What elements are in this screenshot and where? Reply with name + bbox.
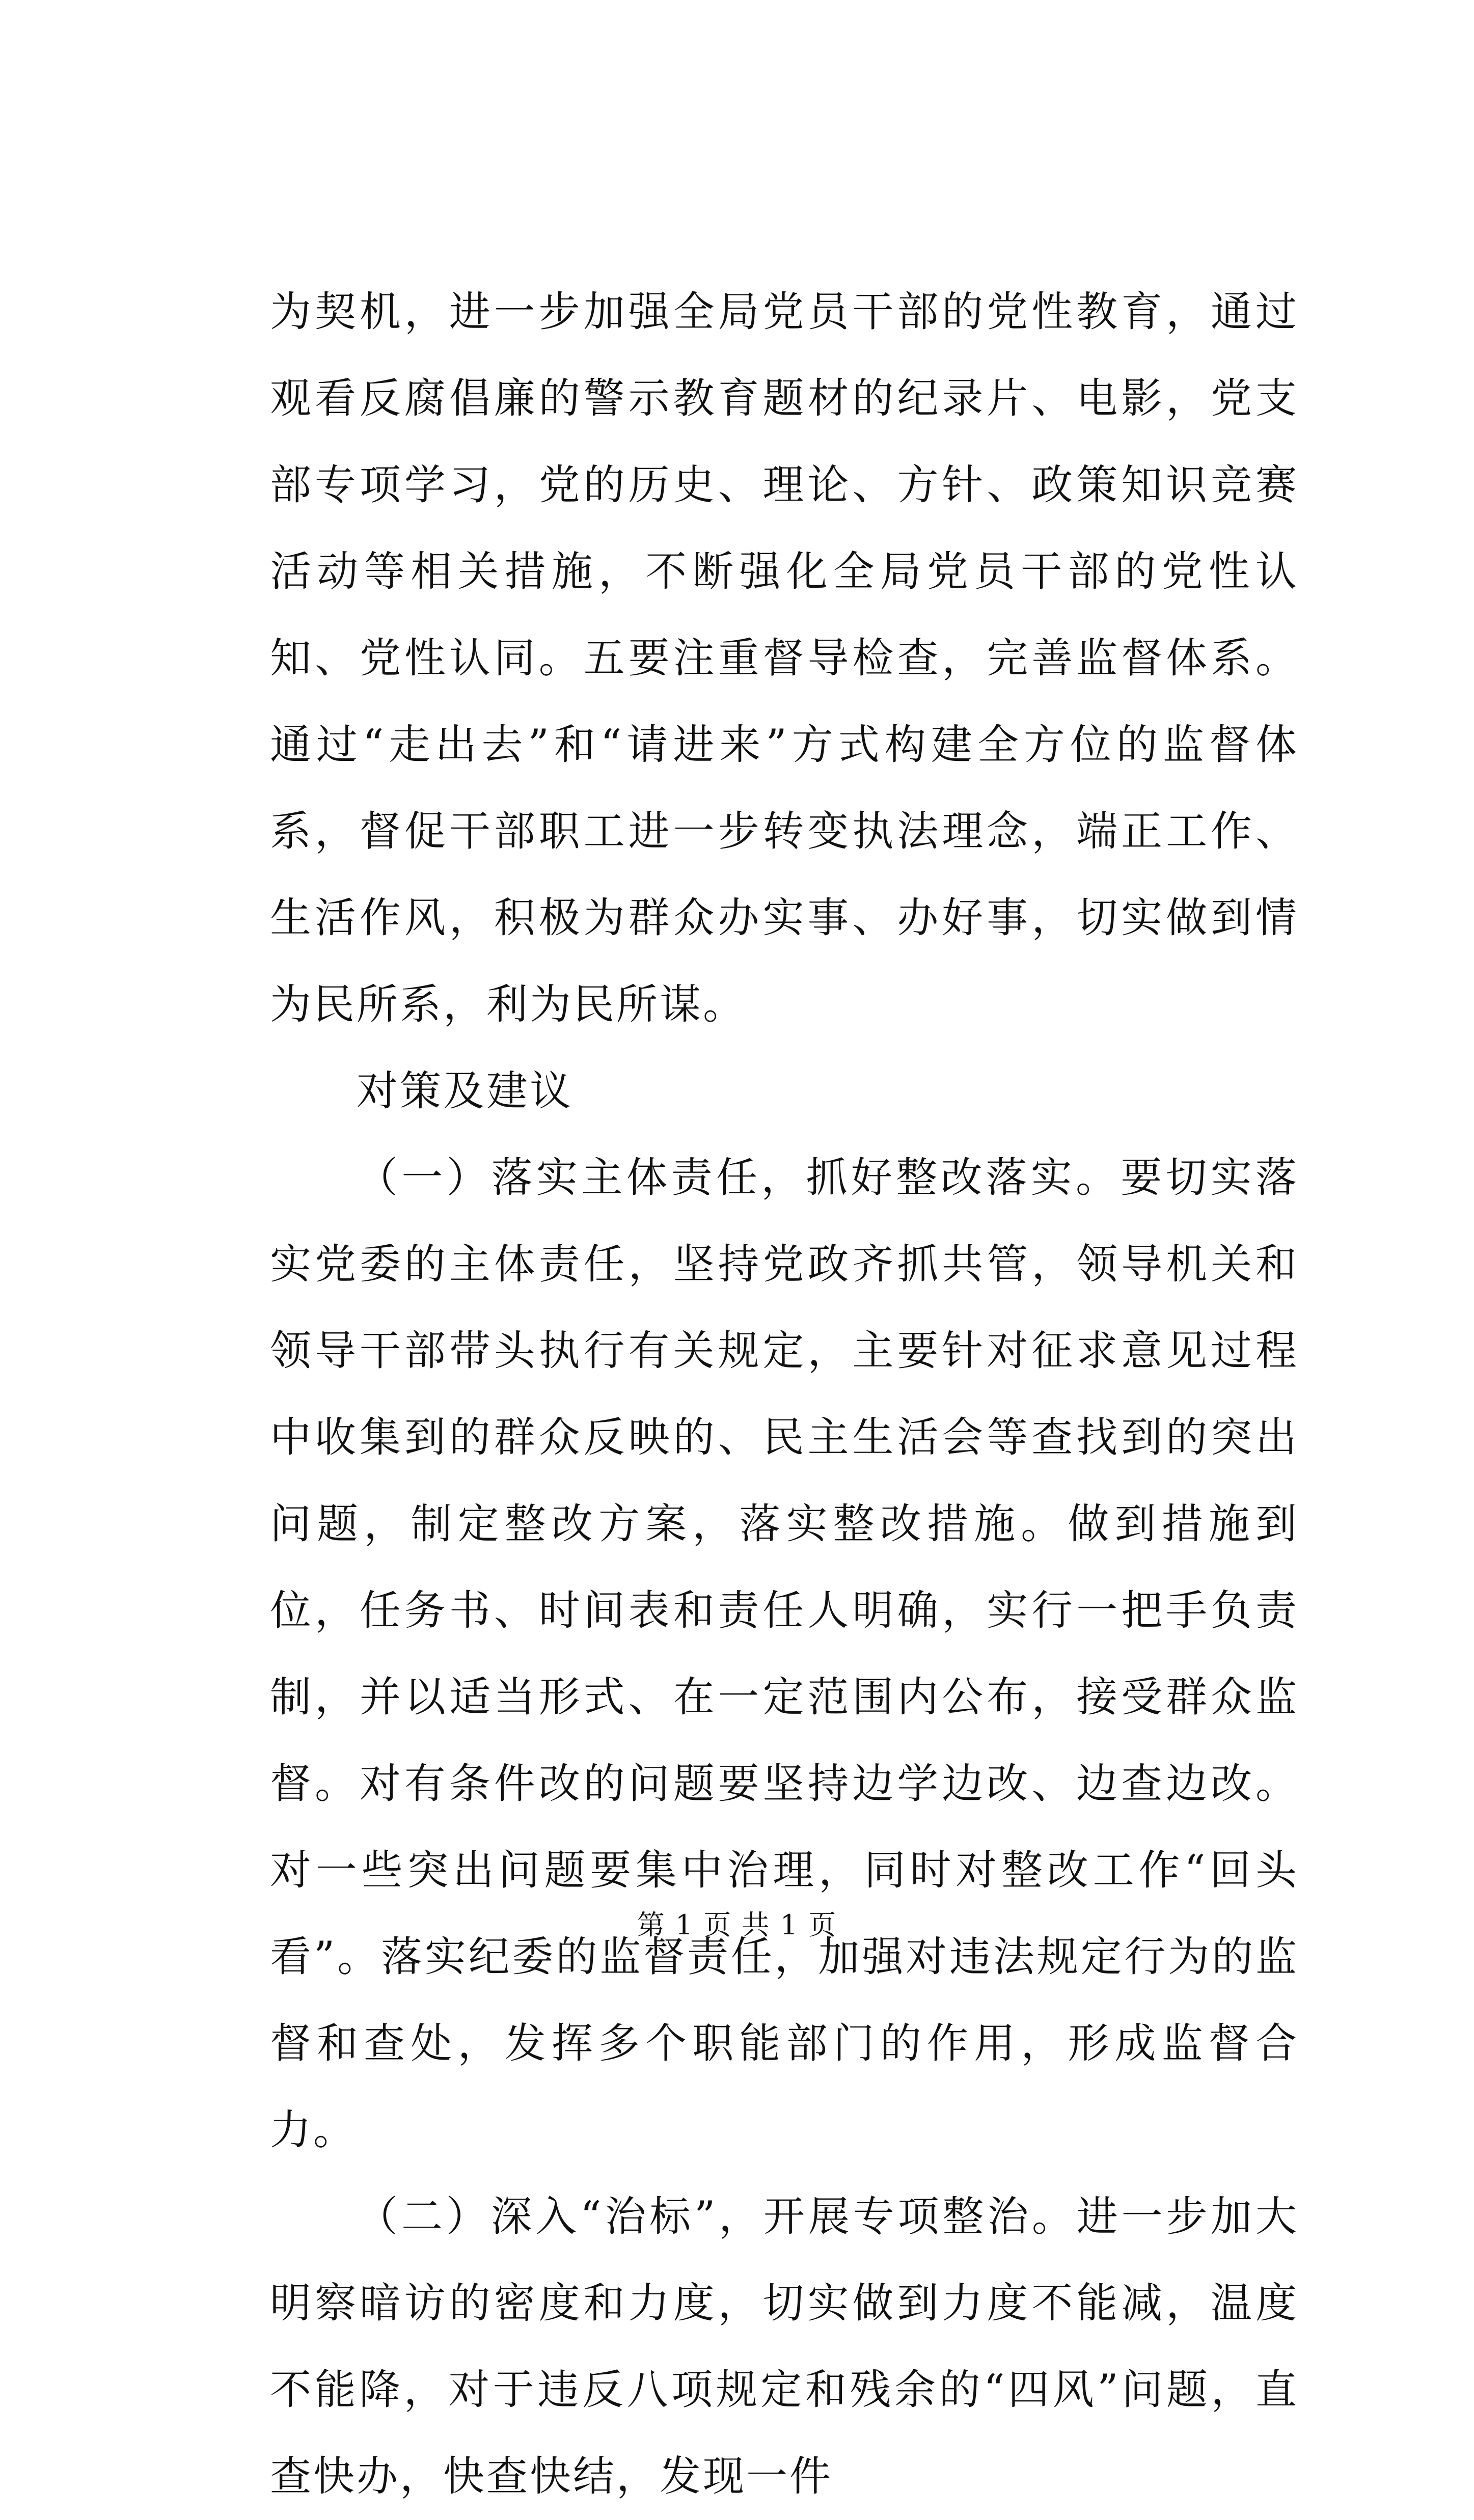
paragraph-continuation: 为契机，进一步加强全局党员干部的党性教育，通过观看反腐倡廉的警示教育题材的纪录片、电影，党支部专项学习，党的历史、理论、方针、政策知识竞赛活动等相关措施，不断强化全局党员干部的党性认知、党性认同。五要注重督导检查，完善监督体系。通过“走出去”和“请进来”方式构建全方位的监督体系，督促干部职工进一步转变执法理念，端正工作、生活作风，积极为群众办实事、办好事，切实做到情为民所系，利为民所谋。 [270, 288, 1299, 1029]
page-footer: 第 1 页 共 1 页 [637, 1909, 837, 1941]
document-body [270, 269, 1299, 2520]
paragraph-item-1: （一）落实主体责任，抓好整改落实。要切实落实党委的主体责任，坚持党政齐抓共管，领导机关和领导干部带头执行有关规定，主要针对征求意见过程中收集到的群众反映的、民主生活会等查找到的突出问题，制定整改方案，落实整改措施。做到措施到位，任务书、时间表和责任人明确，实行一把手负责制，并以适当形式、在一定范围内公布，接受群众监督。对有条件改的问题要坚持边学边改、边查边改。对一些突出问题要集中治理，同时对整改工作“回头看”。落实纪委的监督责任，加强对违法规定行为的监督和查处，发挥多个职能部门的作用，形成监督合力。 [270, 1154, 1299, 2154]
paragraph-item-2: （二）深入“治标”，开展专项整治。进一步加大明察暗访的密度和力度，切实做到力度不能减，温度不能降，对于违反八项规定和残余的“四风”问题，直查快办，快查快结，发现一件 [270, 2193, 1299, 2501]
section-heading: 对策及建议 [357, 1067, 574, 1115]
